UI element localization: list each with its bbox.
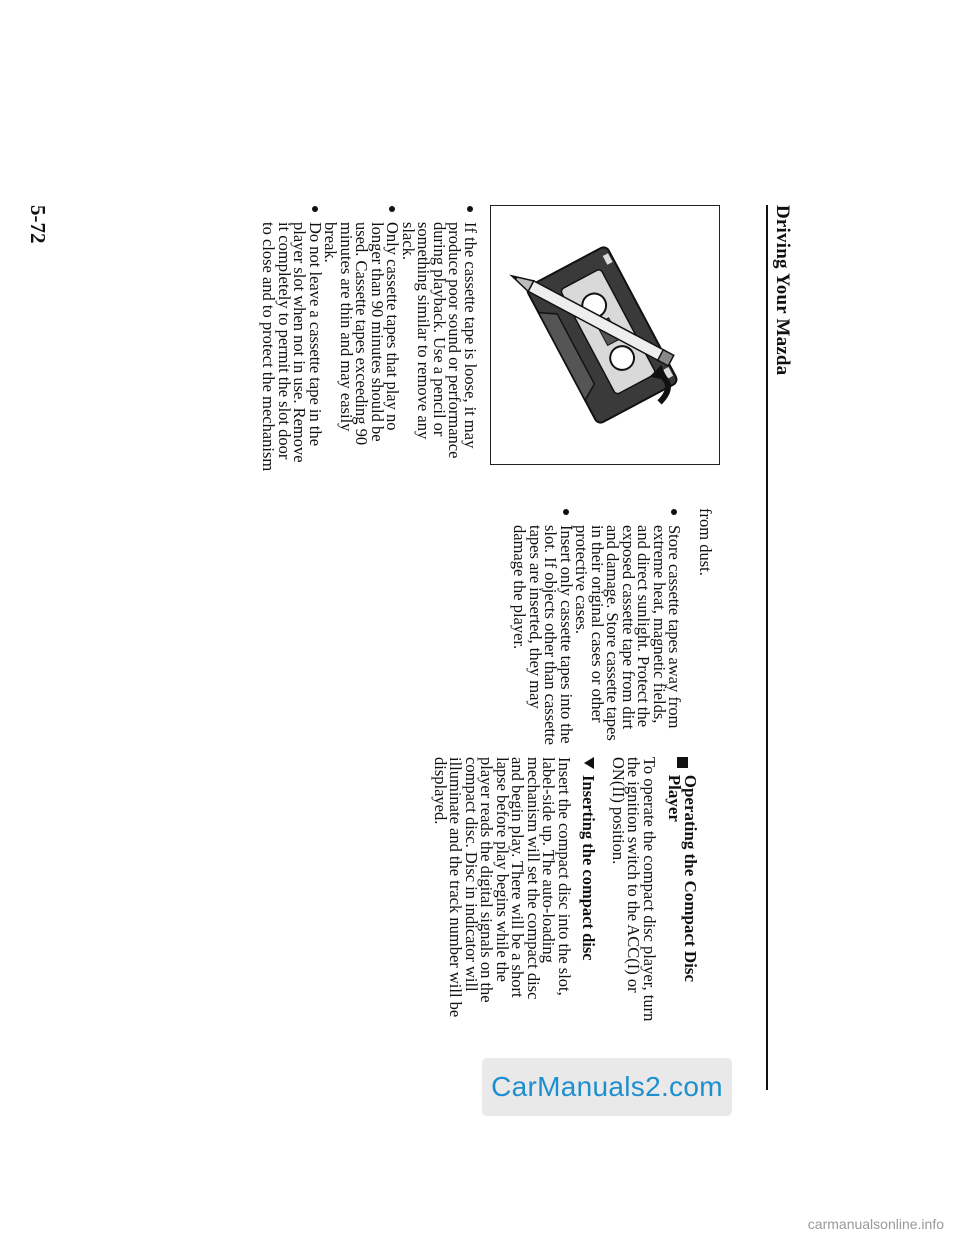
bullet-store-tapes: Store cassette tapes away from extreme heat, magnetic fields, and direct sunlight. Protect the exposed cassette tape from dirt and damage. Store cassette tapes in their original cases or other protective cases. (574, 508, 683, 750)
square-bullet-icon (677, 757, 688, 768)
section-heading (667, 757, 698, 1027)
bullet-insert-only: Insert only cassette tapes into the slot. If objects other than cassette tapes are inserted, they may damage the player. (512, 508, 574, 750)
header-rule (766, 205, 768, 1090)
intro-text: To operate the compact disc player, turn the ignition switch to the ACC(I) or ON(II) position. (609, 757, 659, 1022)
bullet-leave-tape: Do not leave a cassette tape in the player slot when not in use. Remove it completely to permit the slot door to close and to protect the mechanism (261, 205, 323, 475)
watermark-center: CarManuals2.com (482, 1058, 732, 1116)
page-number: 5-72 (26, 205, 50, 244)
sub-heading (581, 757, 597, 1027)
triangle-bullet-icon (584, 757, 594, 769)
cassette-figure (490, 205, 720, 465)
column-1 (261, 205, 478, 475)
section-heading-text: Operating the Compact Disc Player (665, 774, 700, 982)
body-text: Insert the compact disc into the slot, label-side up. The auto-loading mechanism will set the compact disc and begin play. There will be a short lapse before play begins while the player reads the digital signals on the compact disc. Disc in indicator will illuminate and the track number will be displayed. (431, 757, 574, 1018)
bullet-loose-tape: If the cassette tape is loose, it may produce poor sound or performance during playback. Use a pencil or something similar to remove any slack. (401, 205, 479, 475)
header-title: Driving Your Mazda (772, 205, 793, 376)
sub-heading-text: Inserting the compact disc (579, 775, 599, 961)
column-2 (512, 508, 713, 750)
continuation-text: from dust. (696, 508, 715, 576)
column-3 (433, 757, 699, 1027)
bullet-90-minutes: Only cassette tapes that play no longer than 90 minutes should be used. Cassette tapes exceeding 90 minutes are thin and may easily break. (323, 205, 401, 475)
watermark-footer: carmanualsonline.info (807, 1216, 944, 1232)
cassette-pencil-icon (491, 206, 719, 464)
